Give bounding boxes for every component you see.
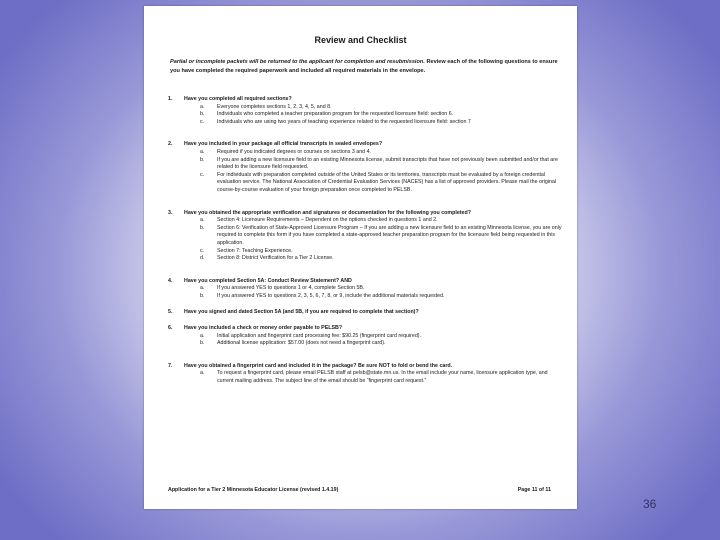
checklist-question bbox=[168, 210, 562, 263]
checklist-question bbox=[168, 363, 562, 386]
footer-document-title: Application for a Tier 2 Minnesota Educator License (revised 1.4.19) bbox=[168, 487, 339, 493]
checklist-question bbox=[168, 96, 562, 126]
sub-item bbox=[184, 370, 562, 385]
sub-item-text: If you are adding a new licensure field to an existing Minnesota license, submit transcripts that have not previously been submitted and/or that are related to the licensure field requested. bbox=[217, 156, 558, 171]
question-number: 1. bbox=[168, 96, 173, 102]
question-text: Have you included in your package all official transcripts in sealed envelopes? bbox=[184, 141, 383, 148]
question-number: 2. bbox=[168, 141, 173, 148]
question-number: 6. bbox=[168, 325, 173, 332]
sub-item-text: Additional license application: $57.00 (does not need a fingerprint card). bbox=[217, 340, 386, 347]
question-text: Have you obtained a fingerprint card and included it in the package? Be sure NOT to fold or bend the card. bbox=[184, 362, 453, 369]
sub-item-text: Individuals who completed a teacher preparation program for the requested licensure field: section 6. bbox=[217, 111, 454, 118]
page-title: Review and Checklist bbox=[314, 35, 407, 45]
sub-item bbox=[184, 225, 562, 248]
question-sub-items bbox=[184, 217, 562, 263]
sub-item bbox=[184, 255, 562, 263]
checklist-question bbox=[168, 309, 562, 317]
sub-item-letter: c. bbox=[200, 118, 205, 125]
sub-item bbox=[184, 104, 562, 112]
sub-item-text: Section 8: District Verification for a Tier 2 License. bbox=[217, 255, 334, 262]
page-footer bbox=[168, 487, 551, 493]
sub-item bbox=[184, 217, 562, 225]
question-number: 7. bbox=[168, 362, 173, 369]
question-sub-items bbox=[184, 333, 562, 348]
checklist-question bbox=[168, 141, 562, 194]
footer-page-number: Page 11 of 11 bbox=[517, 487, 551, 493]
sub-item bbox=[184, 149, 562, 157]
sub-item-text: If you answered YES to questions 1 or 4, complete Section 5B. bbox=[217, 285, 365, 292]
sub-item-text: Everyone completes sections 1, 2, 3, 4, 5, and 8. bbox=[217, 103, 332, 110]
sub-item-letter: a. bbox=[200, 103, 205, 110]
document-page bbox=[144, 6, 577, 509]
sub-item-text: Initial application and fingerprint card processing fee: $90.25 (fingerprint card required). bbox=[217, 332, 422, 339]
sub-item-letter: b. bbox=[200, 292, 205, 299]
question-sub-items bbox=[184, 149, 562, 195]
sub-item-letter: a. bbox=[200, 370, 205, 377]
question-text: Have you obtained the appropriate verification and signatures or documentation for the following you completed? bbox=[184, 209, 471, 216]
intro-paragraph bbox=[170, 58, 562, 75]
sub-item-letter: b. bbox=[200, 340, 205, 347]
question-sub-items bbox=[184, 370, 562, 385]
sub-item-text: Section 6: Verification of State-Approved Licensure Program – If you are adding a new licensure field to an existing Minnesota license, you are only required to complete this form if you have completed a state-approved teacher preparation program for the licensure field being requested in this application. bbox=[217, 224, 562, 246]
intro-warning: Partial or incomplete packets will be returned to the applicant for completion and resubmission. bbox=[170, 59, 425, 65]
slide-number: 36 bbox=[643, 497, 657, 511]
intro-instructions: Review each of the following questions to ensure you have completed the required paperwork and included all required materials in the envelope. bbox=[170, 59, 558, 74]
sub-item-letter: a. bbox=[200, 332, 205, 339]
checklist-questions bbox=[168, 96, 562, 386]
sub-item-letter: b. bbox=[200, 224, 205, 231]
sub-item bbox=[184, 248, 562, 256]
sub-item-letter: a. bbox=[200, 217, 205, 224]
sub-item bbox=[184, 157, 562, 172]
sub-item-text: If you answered YES to questions 2, 3, 5, 6, 7, 8, or 9, include the additional materials requested. bbox=[217, 292, 445, 299]
sub-item-letter: d. bbox=[200, 255, 205, 262]
sub-item-letter: b. bbox=[200, 156, 205, 163]
sub-item-text: Section 7: Teaching Experience. bbox=[217, 247, 293, 254]
question-number: 4. bbox=[168, 277, 173, 284]
checklist-question bbox=[168, 325, 562, 348]
question-sub-items bbox=[184, 285, 562, 300]
sub-item-letter: a. bbox=[200, 285, 205, 292]
question-sub-items bbox=[184, 104, 562, 127]
sub-item-text: For individuals with preparation completed outside of the United States or its territories, transcripts must be evaluated by a foreign credential evaluation service. The National Association of Credential Evaluation Services (NACES) has a list of approved providers. Please mail the original course-by-course evaluation of your foreign preparation once completed to PELSB. bbox=[217, 171, 557, 193]
sub-item bbox=[184, 111, 562, 119]
sub-item-text: Required if you indicated degrees or courses on sections 3 and 4. bbox=[217, 148, 371, 155]
sub-item-letter: c. bbox=[200, 171, 205, 178]
sub-item bbox=[184, 340, 562, 348]
sub-item-letter: c. bbox=[200, 247, 205, 254]
sub-item-text: To request a fingerprint card, please email PELSB staff at pelsb@state.mn.us. In the email include your name, licensure application type, and current mailing address. The subject line of the email should be “fingerprint card request.” bbox=[217, 370, 548, 385]
sub-item bbox=[184, 285, 562, 293]
question-number: 5. bbox=[168, 309, 173, 316]
question-number: 3. bbox=[168, 209, 173, 216]
checklist-question bbox=[168, 278, 562, 301]
question-text: Have you completed Section 5A: Conduct Review Statement? AND bbox=[184, 277, 352, 284]
sub-item bbox=[184, 172, 562, 195]
question-text: Have you completed all required sections? bbox=[184, 96, 292, 102]
question-text: Have you included a check or money order payable to PELSB? bbox=[184, 325, 343, 332]
sub-item-text: Section 4: Licensure Requirements – Dependent on the options checked in questions 1 and 2. bbox=[217, 217, 438, 224]
sub-item-letter: a. bbox=[200, 148, 205, 155]
question-text: Have you signed and dated Section 5A (and 5B, if you are required to complete that section)? bbox=[184, 309, 419, 316]
sub-item bbox=[184, 333, 562, 341]
sub-item bbox=[184, 293, 562, 301]
sub-item bbox=[184, 119, 562, 127]
sub-item-letter: b. bbox=[200, 111, 205, 118]
sub-item-text: Individuals who are using two years of teaching experience related to the requested licensure field: section 7 bbox=[217, 118, 471, 125]
